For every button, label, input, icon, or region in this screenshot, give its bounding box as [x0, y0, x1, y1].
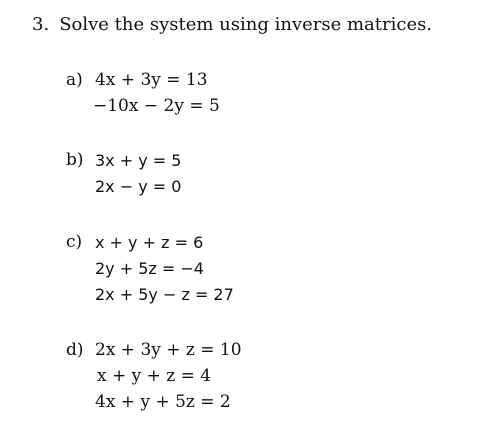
equation: −10x − 2y = 5: [93, 96, 220, 116]
question-heading: [32, 14, 432, 35]
part-label: a): [66, 70, 83, 90]
equation: 2x + 5y − z = 27: [95, 285, 234, 304]
equation: 4x + y + 5z = 2: [95, 392, 231, 412]
equation: x + y + z = 6: [95, 233, 204, 252]
equation: 2x − y = 0: [95, 177, 182, 196]
equation: 2y + 5z = −4: [95, 259, 204, 278]
part-label: b): [66, 150, 84, 170]
question-number: 3.: [32, 14, 50, 35]
part-label: c): [66, 232, 83, 252]
equation: 4x + 3y = 13: [95, 70, 208, 90]
equation: x + y + z = 4: [97, 366, 212, 386]
question-prompt: Solve the system using inverse matrices.: [59, 14, 433, 35]
equation: 2x + 3y + z = 10: [95, 340, 242, 360]
part-label: d): [66, 340, 84, 360]
equation: 3x + y = 5: [95, 151, 182, 170]
